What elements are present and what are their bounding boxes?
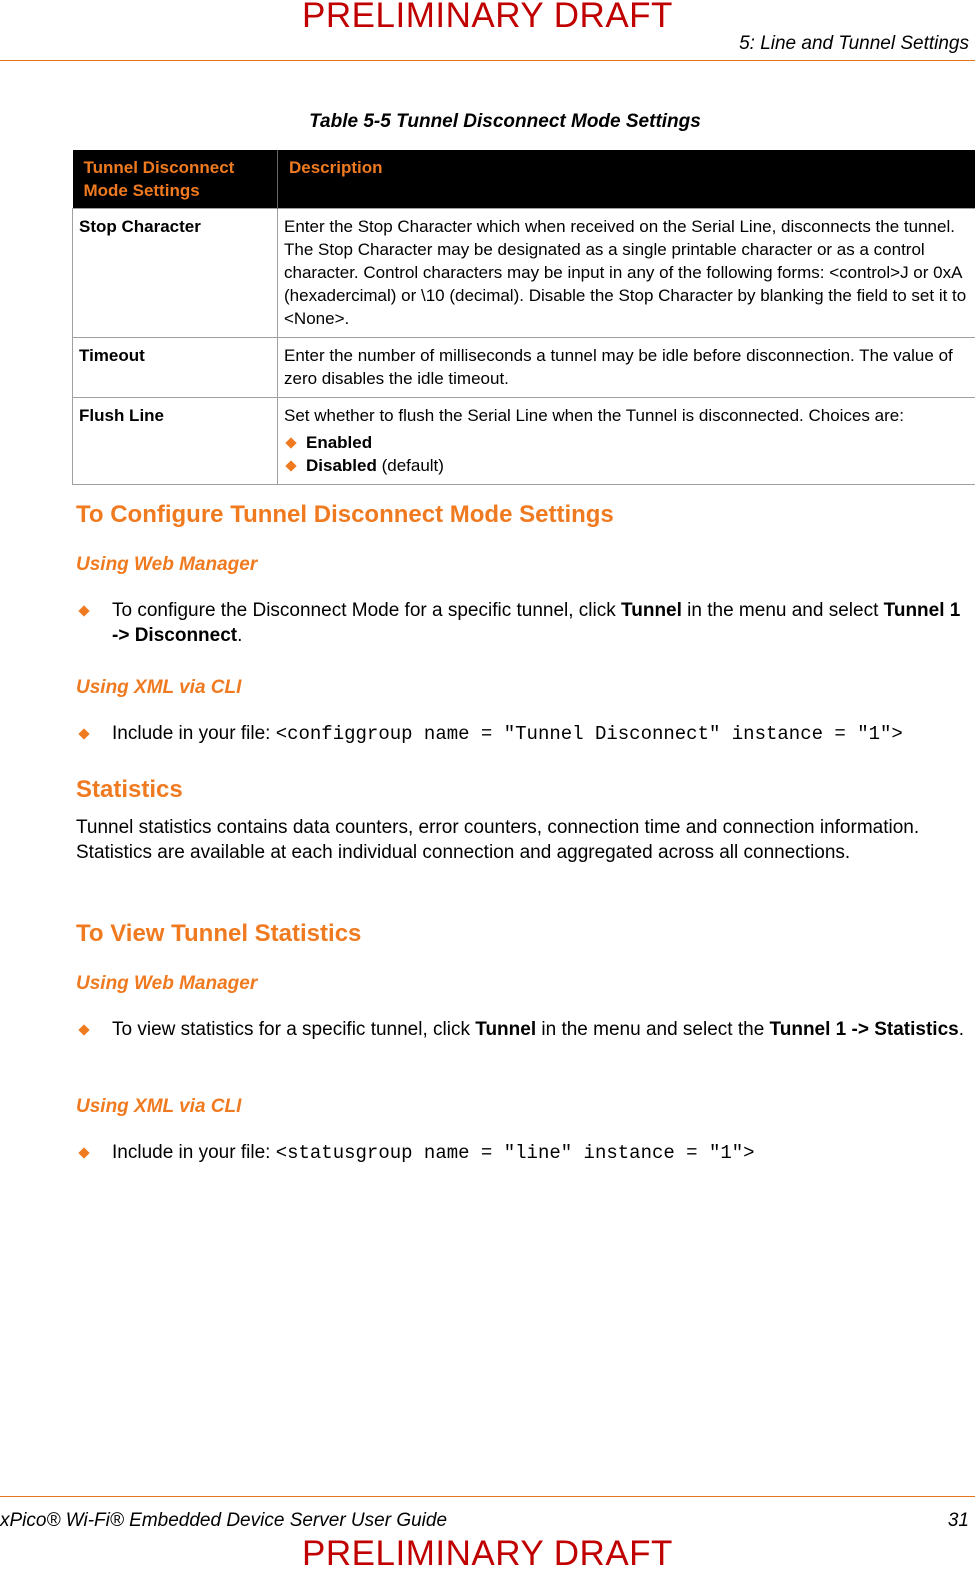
tunnel-disconnect-table (72, 150, 975, 485)
list-item: Enabled (284, 431, 969, 454)
diamond-bullet-icon (78, 605, 89, 616)
col-header-description: Description (278, 150, 975, 209)
page-number: 31 (947, 1510, 969, 1531)
web-manager-instruction: To configure the Disconnect Mode for a specific tunnel, click Tunnel in the menu and select Tunnel 1 -> Disconnect. (76, 598, 966, 648)
statistics-heading: Statistics (76, 776, 183, 803)
row-description: Enter the number of milliseconds a tunnel may be idle before disconnection. The value of zero disables the idle timeout. (278, 338, 975, 398)
table-header-row (73, 150, 975, 209)
web-manager-subheading-2: Using Web Manager (76, 973, 258, 994)
diamond-bullet-icon (78, 728, 89, 739)
xml-cli-subheading: Using XML via CLI (76, 677, 242, 698)
footer-title: xPico® Wi-Fi® Embedded Device Server User Guide (0, 1510, 448, 1531)
web-manager-instruction-2: To view statistics for a specific tunnel, click Tunnel in the menu and select the Tunnel 1 -> Statistics. (76, 1017, 966, 1042)
configure-heading: To Configure Tunnel Disconnect Mode Settings (76, 501, 614, 528)
choices-list (284, 431, 969, 477)
web-manager-subheading: Using Web Manager (76, 554, 258, 575)
code-snippet: <configgroup name = "Tunnel Disconnect" instance = "1"> (275, 723, 903, 745)
row-name: Flush Line (73, 398, 278, 485)
watermark-top: PRELIMINARY DRAFT (302, 0, 673, 35)
diamond-bullet-icon (78, 1147, 89, 1158)
table-row (73, 338, 975, 398)
row-description: Set whether to flush the Serial Line when the Tunnel is disconnected. Choices are: Enabled Disabled (default) (278, 398, 975, 485)
watermark-bottom: PRELIMINARY DRAFT (302, 1534, 673, 1573)
row-name: Stop Character (73, 209, 278, 338)
chapter-header: 5: Line and Tunnel Settings (739, 33, 969, 54)
statistics-body: Tunnel statistics contains data counters, error counters, connection time and connection information. Statistics are available at each individual connection and aggregated across all connections. (76, 817, 920, 863)
xml-cli-instruction: Include in your file: <configgroup name = "Tunnel Disconnect" instance = "1"> (76, 721, 975, 747)
row-name: Timeout (73, 338, 278, 398)
diamond-bullet-icon (285, 437, 296, 448)
list-item: Disabled (default) (284, 454, 969, 477)
col-header-settings: Tunnel Disconnect Mode Settings (73, 150, 278, 209)
table-caption: Table 5-5 Tunnel Disconnect Mode Settings (309, 111, 701, 132)
footer-rule (0, 1496, 975, 1497)
view-statistics-heading: To View Tunnel Statistics (76, 920, 362, 947)
diamond-bullet-icon (78, 1024, 89, 1035)
diamond-bullet-icon (285, 460, 296, 471)
xml-cli-subheading-2: Using XML via CLI (76, 1096, 242, 1117)
code-snippet: <statusgroup name = "line" instance = "1"> (275, 1142, 755, 1164)
table-row (73, 398, 975, 485)
xml-cli-instruction-2: Include in your file: <statusgroup name = "line" instance = "1"> (76, 1140, 966, 1166)
header-rule (0, 60, 975, 61)
row-description: Enter the Stop Character which when received on the Serial Line, disconnects the tunnel. The Stop Character may be designated as a single printable character or as a control character. Control characters may be input in any of the following forms: <control>J or 0xA (hexadercimal) or \10 (decimal). Disable the Stop Character by blanking the field to set it to <None>. (278, 209, 975, 338)
table-row (73, 209, 975, 338)
